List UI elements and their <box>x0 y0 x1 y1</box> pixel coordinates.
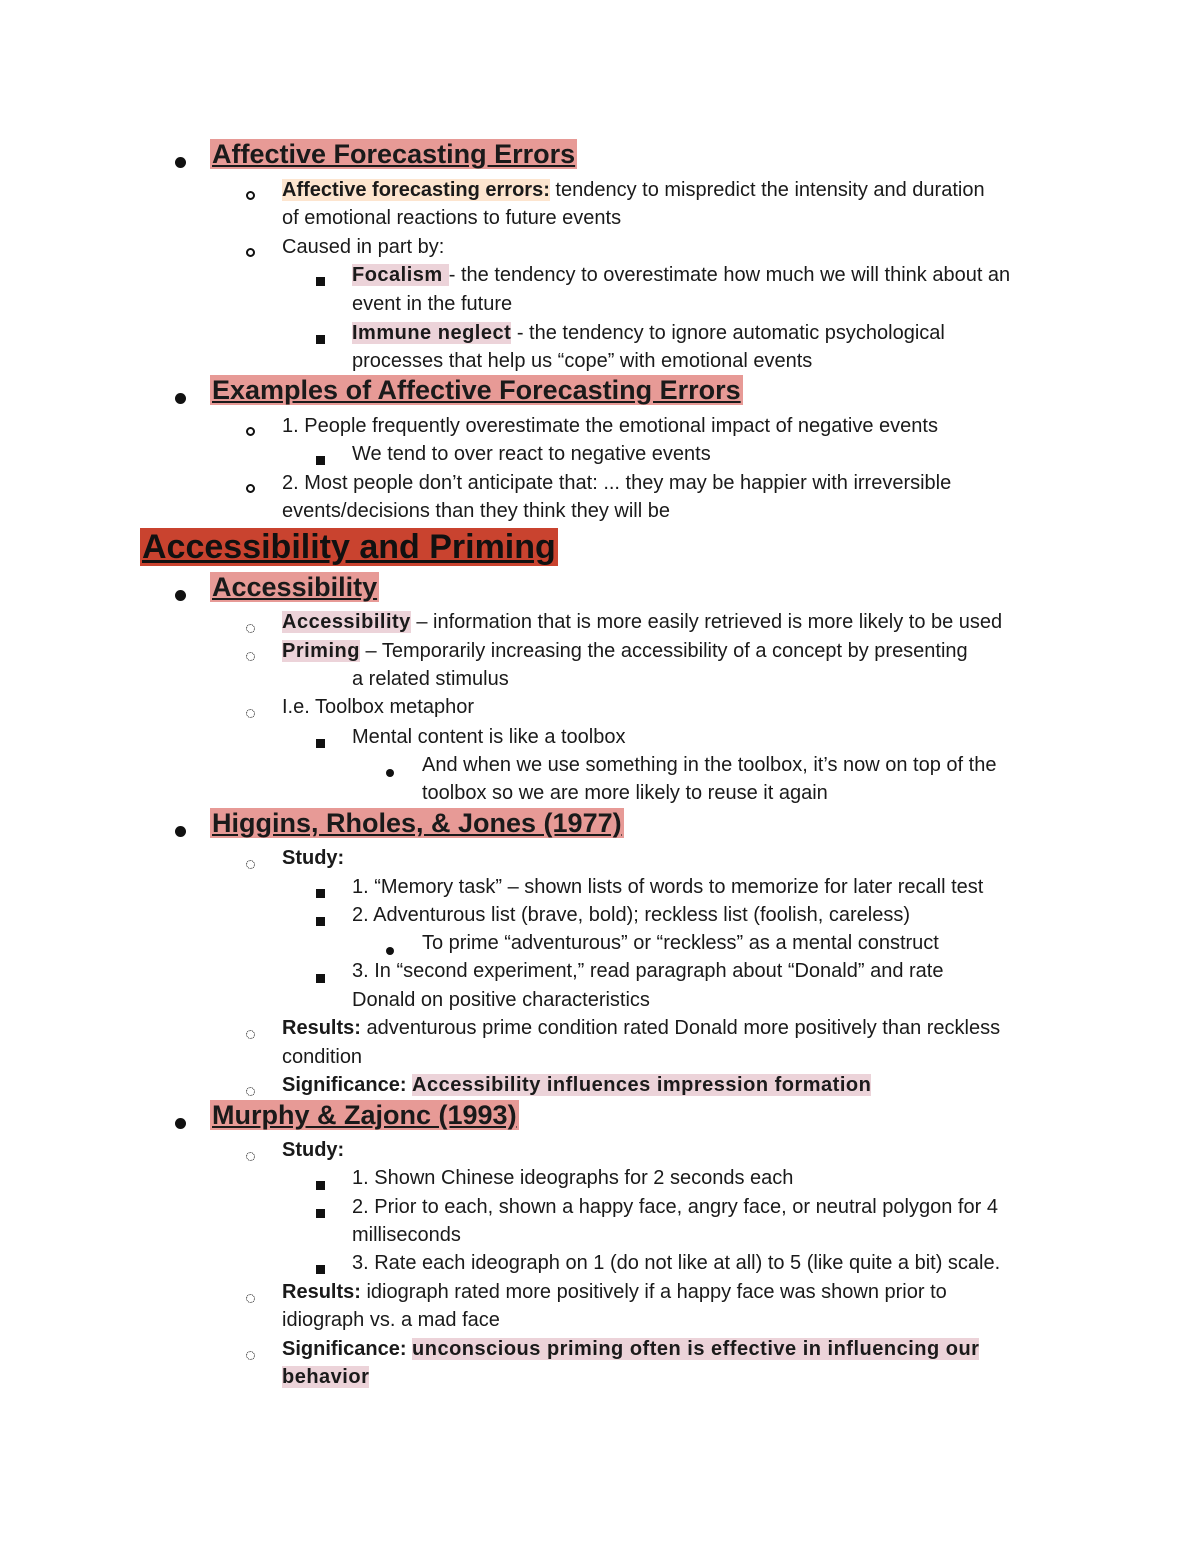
bullet-dotted-circle <box>246 645 255 666</box>
study-step-text: 3. Rate each ideograph on 1 (do not like at all) to 5 (like quite a bit) scale. <box>352 1252 1001 1274</box>
bullet-square <box>316 732 325 753</box>
list-item <box>352 1193 998 1221</box>
list-item <box>282 844 344 872</box>
example-2-text: events/decisions than they think they will be <box>282 500 670 522</box>
results-label: Results: <box>282 1281 361 1303</box>
list-item <box>282 412 938 440</box>
term-focalism: Focalism <box>352 264 449 286</box>
toolbox-sub-text: Mental content is like a toolbox <box>352 726 626 748</box>
list-item-continuation <box>282 1043 362 1071</box>
bullet-dotted-circle <box>246 702 255 723</box>
bullet-dotted-circle <box>246 1023 255 1044</box>
bullet-disc <box>175 585 186 606</box>
list-item <box>352 261 1010 289</box>
list-item-continuation <box>352 986 650 1014</box>
study-step-text: 3. In “second experiment,” read paragraph about “Donald” and rate <box>352 960 944 982</box>
toolbox-text: I.e. Toolbox metaphor <box>282 696 474 718</box>
list-item <box>282 608 1002 636</box>
bullet-square <box>316 882 325 903</box>
bullet-square <box>316 270 325 291</box>
results-label: Results: <box>282 1017 361 1039</box>
bullet-dotted-circle <box>246 1287 255 1308</box>
term-priming: Priming <box>282 640 360 662</box>
focalism-text: event in the future <box>352 293 513 315</box>
significance-text: unconscious priming often is effective in influencing our <box>412 1338 980 1360</box>
heading-text: Accessibility <box>212 572 378 602</box>
bullet-circle <box>246 241 255 262</box>
study-step-text: 2. Adventurous list (brave, bold); reckless list (foolish, careless) <box>352 904 910 926</box>
list-item <box>352 957 943 985</box>
focalism-text: - the tendency to overestimate how much we will think about an <box>448 264 1011 286</box>
list-item <box>282 176 985 204</box>
accessibility-text: – information that is more easily retrieved is more likely to be used <box>410 611 1003 633</box>
heading-text: Examples of Affective Forecasting Errors <box>212 375 741 405</box>
term-affective-forecasting-errors: Affective forecasting errors: <box>282 179 550 201</box>
bullet-square <box>316 910 325 931</box>
toolbox-sub2-text: toolbox so we are more likely to reuse it again <box>422 782 828 804</box>
immune-text: processes that help us “cope” with emotional events <box>352 350 813 372</box>
heading-text: Affective Forecasting Errors <box>212 139 576 169</box>
priming-text: – Temporarily increasing the accessibility of a concept by presenting <box>359 640 968 662</box>
study-step-sub-text: To prime “adventurous” or “reckless” as a mental construct <box>422 932 939 954</box>
study-step-text: 1. “Memory task” – shown lists of words to memorize for later recall test <box>352 876 984 898</box>
bullet-square <box>316 1174 325 1195</box>
bullet-square <box>316 328 325 349</box>
heading-examples <box>210 376 743 407</box>
heading-higgins <box>210 809 624 840</box>
bullet-small-dot <box>386 761 394 782</box>
bullet-circle <box>246 477 255 498</box>
bullet-square <box>316 1202 325 1223</box>
results-text: idiograph vs. a mad face <box>282 1309 500 1331</box>
list-item-continuation <box>352 665 509 693</box>
bullet-square <box>316 449 325 470</box>
title-accessibility-and-priming: Accessibility and Priming <box>142 528 556 566</box>
list-item-continuation <box>352 1221 461 1249</box>
heading-affective-forecasting-errors <box>210 140 577 171</box>
list-item <box>352 1164 793 1192</box>
bullet-dotted-circle <box>246 1145 255 1166</box>
list-item <box>282 1278 947 1306</box>
significance-label: Significance: <box>282 1338 413 1360</box>
study-label: Study: <box>282 847 345 869</box>
list-item <box>422 751 996 779</box>
list-item <box>352 1249 1000 1277</box>
list-item <box>282 637 968 665</box>
list-item <box>282 1136 344 1164</box>
list-item <box>282 233 444 261</box>
caused-text: Caused in part by: <box>282 236 445 258</box>
list-item-continuation <box>422 779 828 807</box>
bullet-circle <box>246 184 255 205</box>
example-1-text: 1. People frequently overestimate the emotional impact of negative events <box>282 415 938 437</box>
list-item <box>282 469 951 497</box>
definition-text: of emotional reactions to future events <box>282 207 622 229</box>
list-item <box>352 901 910 929</box>
example-1-sub-text: We tend to over react to negative events <box>352 443 711 465</box>
study-step-text: 2. Prior to each, shown a happy face, angry face, or neutral polygon for 4 <box>352 1196 998 1218</box>
significance-text: behavior <box>282 1366 370 1388</box>
list-item <box>352 723 626 751</box>
list-item <box>282 1071 871 1099</box>
list-item <box>282 1014 1000 1042</box>
list-item <box>282 693 474 721</box>
bullet-circle <box>246 420 255 441</box>
term-immune-neglect: Immune neglect <box>352 322 512 344</box>
bullet-dotted-circle <box>246 853 255 874</box>
significance-label: Significance: <box>282 1074 413 1096</box>
bullet-dotted-circle <box>246 1344 255 1365</box>
definition-text: tendency to mispredict the intensity and duration <box>549 179 985 201</box>
list-item-continuation <box>282 497 670 525</box>
study-step-text: milliseconds <box>352 1224 461 1246</box>
heading-text: Higgins, Rholes, & Jones (1977) <box>212 808 622 838</box>
results-text: idiograph rated more positively if a happy face was shown prior to <box>360 1281 947 1303</box>
study-step-text: 1. Shown Chinese ideographs for 2 seconds each <box>352 1167 794 1189</box>
bullet-disc <box>175 1113 186 1134</box>
priming-text: a related stimulus <box>352 668 509 690</box>
heading-accessibility <box>210 573 379 604</box>
bullet-disc <box>175 821 186 842</box>
section-title <box>140 526 558 573</box>
toolbox-sub2-text: And when we use something in the toolbox, it’s now on top of the <box>422 754 997 776</box>
list-item-continuation <box>282 1306 500 1334</box>
bullet-dotted-circle <box>246 617 255 638</box>
list-item <box>352 440 711 468</box>
results-text: adventurous prime condition rated Donald more positively than reckless <box>360 1017 1001 1039</box>
list-item <box>352 319 945 347</box>
bullet-dotted-circle <box>246 1080 255 1101</box>
term-accessibility: Accessibility <box>282 611 411 633</box>
list-item <box>422 929 939 957</box>
heading-text: Murphy & Zajonc (1993) <box>212 1100 517 1130</box>
list-item <box>352 873 983 901</box>
bullet-disc <box>175 152 186 173</box>
list-item-continuation <box>282 1363 369 1391</box>
list-item-continuation <box>282 204 621 232</box>
example-2-text: 2. Most people don’t anticipate that: ... they may be happier with irreversible <box>282 472 952 494</box>
bullet-disc <box>175 388 186 409</box>
list-item-continuation <box>352 347 812 375</box>
list-item <box>282 1335 979 1363</box>
results-text: condition <box>282 1046 363 1068</box>
significance-text: Accessibility influences impression formation <box>412 1074 872 1096</box>
immune-text: - the tendency to ignore automatic psychological <box>511 322 945 344</box>
study-step-text: Donald on positive characteristics <box>352 989 650 1011</box>
heading-murphy-zajonc <box>210 1101 519 1132</box>
bullet-square <box>316 967 325 988</box>
bullet-square <box>316 1258 325 1279</box>
list-item-continuation <box>352 290 512 318</box>
study-label: Study: <box>282 1139 345 1161</box>
